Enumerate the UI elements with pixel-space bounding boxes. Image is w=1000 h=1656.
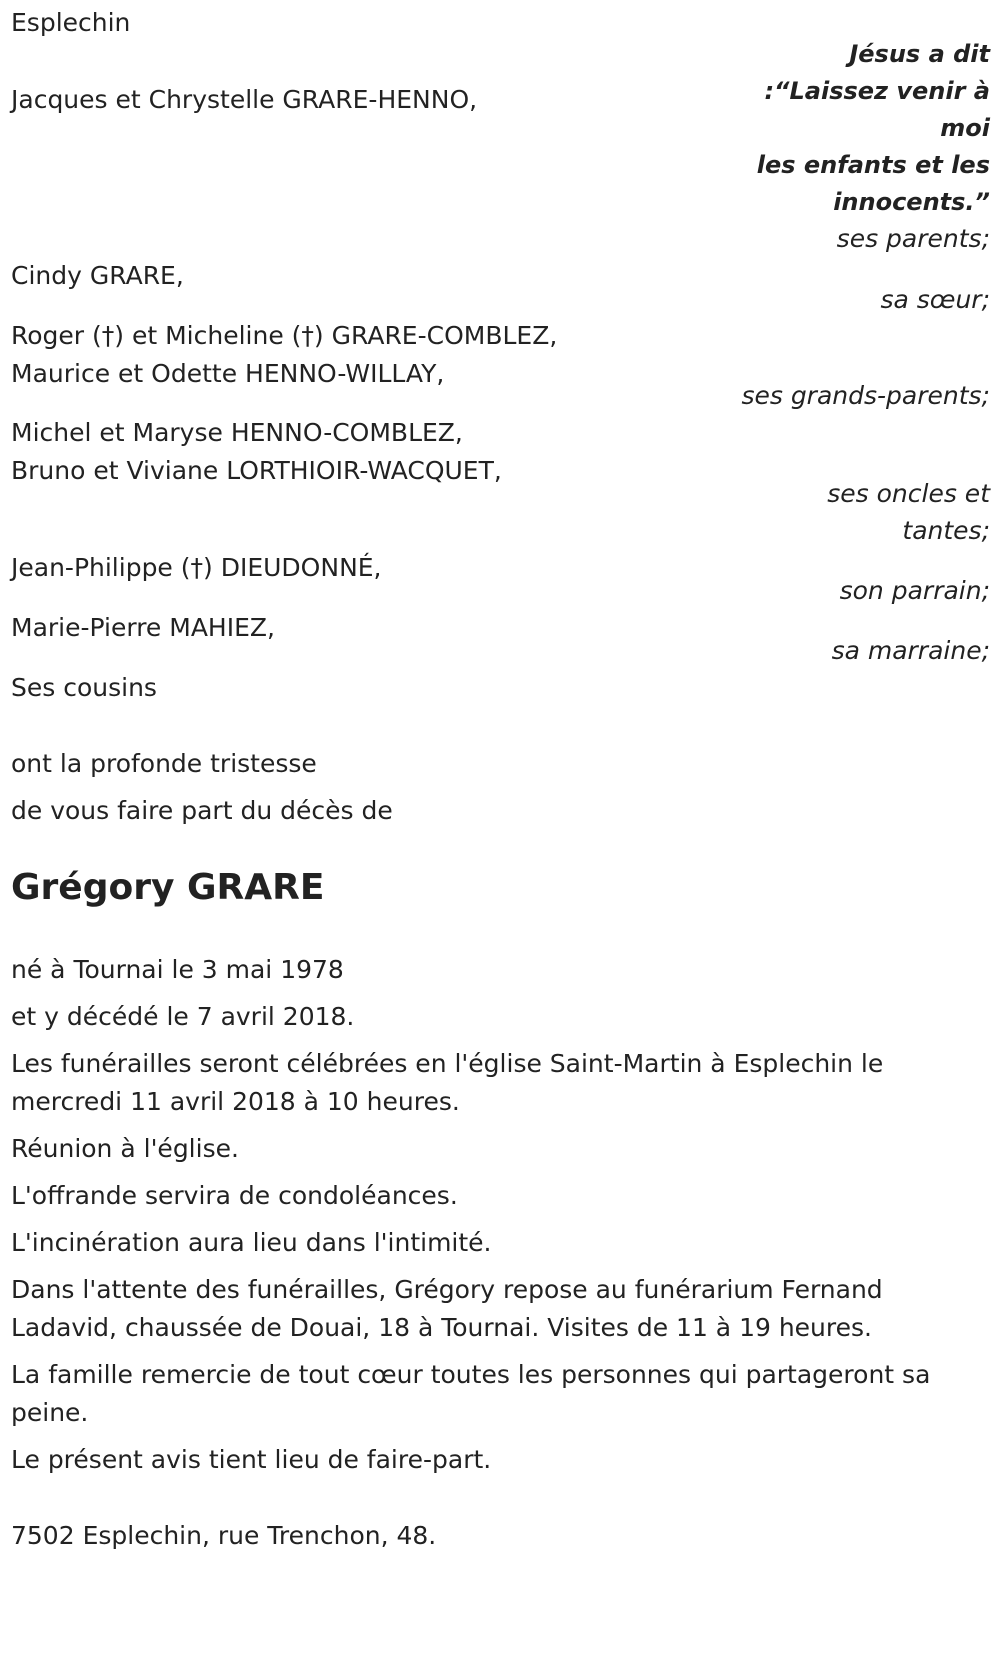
quote-line-2: :“Laissez venir à xyxy=(764,77,990,105)
cousins: Ses cousins xyxy=(11,673,157,702)
grandparents-line-1: Roger (†) et Micheline (†) GRARE-COMBLEZ, xyxy=(11,321,558,350)
birth-info: né à Tournai le 3 mai 1978 xyxy=(11,955,344,984)
death-info: et y décédé le 7 avril 2018. xyxy=(11,1002,355,1031)
quote-line-5: innocents.” xyxy=(833,188,990,216)
godfather-name: Jean-Philippe (†) DIEUDONNÉ, xyxy=(11,553,382,582)
sister-name: Cindy GRARE, xyxy=(11,261,184,290)
meeting-info: Réunion à l'église. xyxy=(11,1134,239,1163)
uncles-aunts-role-line-1: ses oncles et xyxy=(827,479,990,508)
grandparents-role: ses grands-parents; xyxy=(741,381,990,410)
godfather-role: son parrain; xyxy=(839,576,990,605)
thanks-info: La famille remercie de tout cœur toutes les personnes qui partageront sa peine. xyxy=(11,1360,931,1427)
quote-line-4: les enfants et les xyxy=(756,151,990,179)
cremation-info: L'incinération aura lieu dans l'intimité. xyxy=(11,1228,492,1257)
funeral-info: Les funérailles seront célébrées en l'église Saint-Martin à Esplechin le mercredi 11 avril 2018 à 10 heures. xyxy=(11,1049,884,1116)
grandparents-line-2: Maurice et Odette HENNO-WILLAY, xyxy=(11,359,445,388)
godmother-role: sa marraine; xyxy=(831,636,990,665)
godmother-name: Marie-Pierre MAHIEZ, xyxy=(11,613,275,642)
uncles-aunts-line-2: Bruno et Viviane LORTHIOIR-WACQUET, xyxy=(11,456,502,485)
quote-line-3: moi xyxy=(940,114,990,142)
parents-role: ses parents; xyxy=(836,224,990,253)
announcement-line-1: ont la profonde tristesse xyxy=(11,749,317,778)
family-address: 7502 Esplechin, rue Trenchon, 48. xyxy=(11,1521,437,1550)
announcement-line-2: de vous faire part du décès de xyxy=(11,796,393,825)
quote-line-1: Jésus a dit xyxy=(849,40,990,68)
parents-names: Jacques et Chrystelle GRARE-HENNO, xyxy=(11,85,478,114)
deceased-name: Grégory GRARE xyxy=(11,867,325,908)
uncles-aunts-role-line-2: tantes; xyxy=(902,516,990,545)
notice-info: Le présent avis tient lieu de faire-part. xyxy=(11,1445,492,1474)
uncles-aunts-line-1: Michel et Maryse HENNO-COMBLEZ, xyxy=(11,418,463,447)
header-location: Esplechin xyxy=(11,8,131,37)
funerarium-info: Dans l'attente des funérailles, Grégory repose au funérarium Fernand Ladavid, chaussée de Douai, 18 à Tournai. Visites de 11 à 19 heures. xyxy=(11,1275,883,1342)
offering-info: L'offrande servira de condoléances. xyxy=(11,1181,458,1210)
sister-role: sa sœur; xyxy=(880,285,990,314)
